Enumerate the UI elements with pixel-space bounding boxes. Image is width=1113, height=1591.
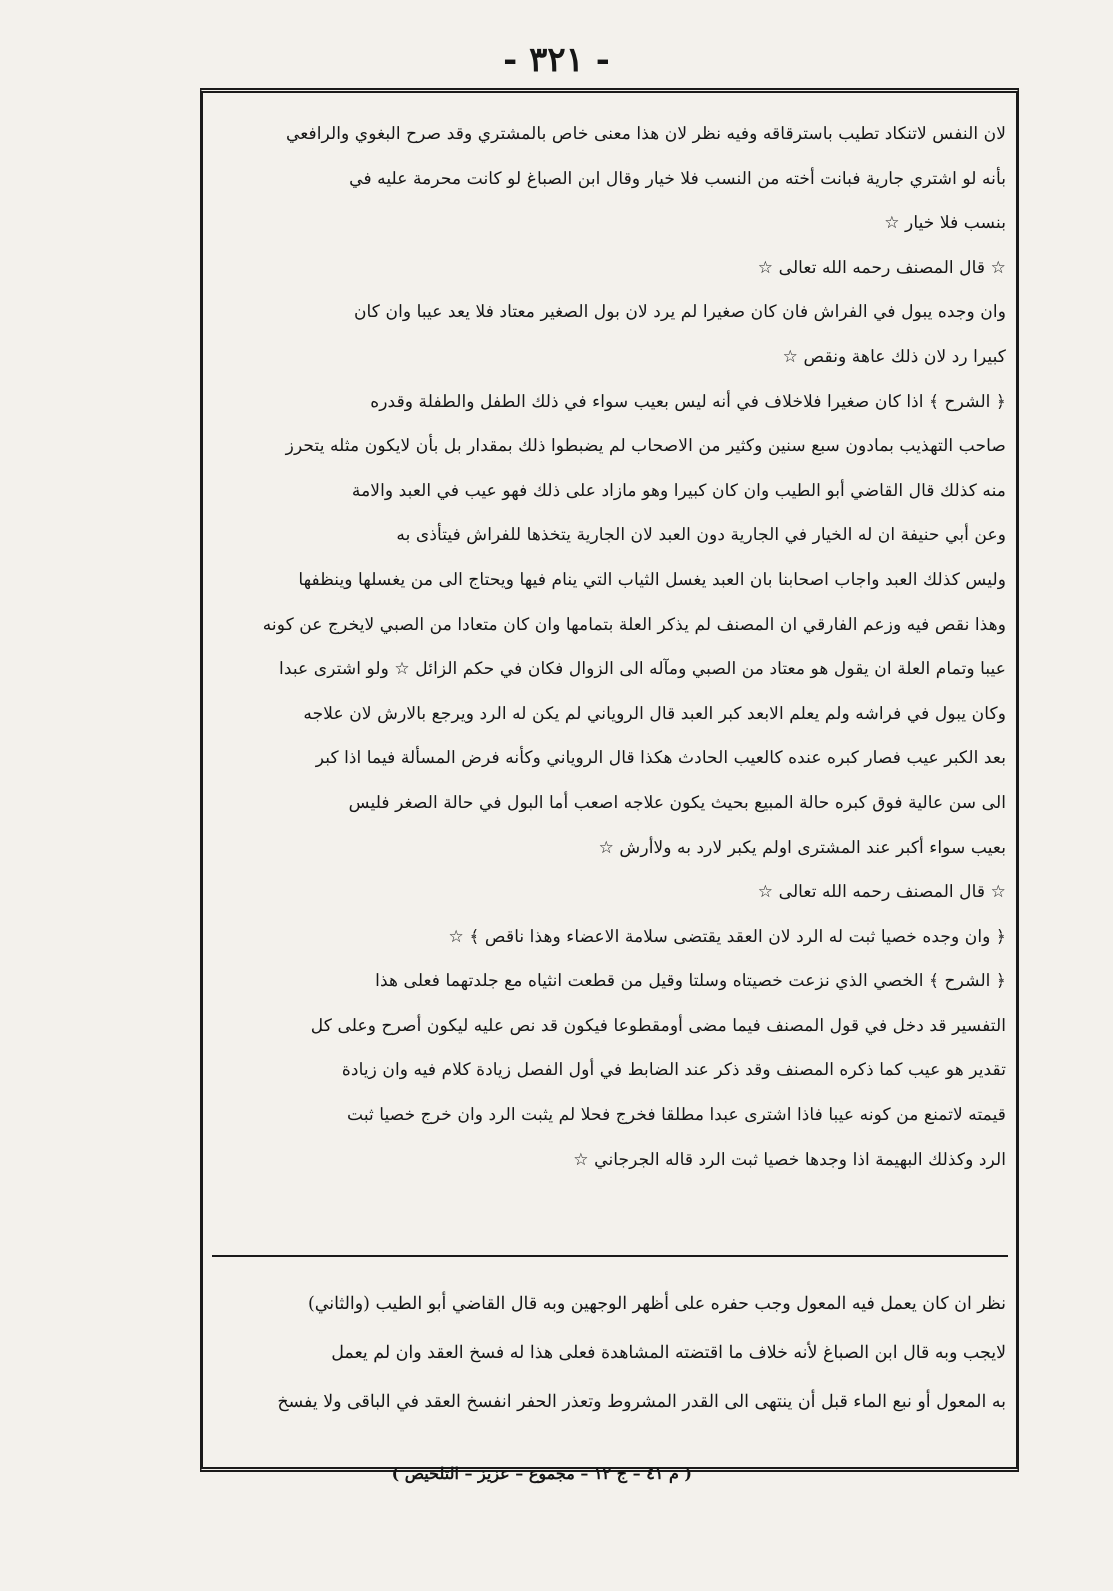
text-line: كبيرا رد لان ذلك عاهة ونقص ☆ xyxy=(782,346,1006,367)
text-line: وليس كذلك العبد واجاب اصحابنا بان العبد يغسل الثياب التي ينام فيها ويحتاج الى من يغسلها وينظفها xyxy=(298,569,1006,590)
footnote-line: به المعول أو نبع الماء قبل أن ينتهى الى القدر المشروط وتعذر الحفر انفسخ العقد في الباقى ولا يفسخ xyxy=(277,1392,1006,1412)
text-line: بأنه لو اشتري جارية فبانت أخته من النسب فلا خيار وقال ابن الصباغ لو كانت محرمة عليه في xyxy=(349,168,1006,189)
text-line: عيبا وتمام العلة ان يقول هو معتاد من الصبي ومآله الى الزوال فكان في حكم الزائل ☆ ولو اشترى عبدا xyxy=(279,659,1006,680)
text-line: التفسير قد دخل في قول المصنف فيما مضى أومقطوعا فيكون قد نص عليه ليكون أصرح وعلى كل xyxy=(310,1015,1006,1036)
footnote-text xyxy=(214,1280,1006,1427)
footnote-divider xyxy=(212,1255,1008,1257)
text-line: وكان يبول في فراشه ولم يعلم الابعد كبر العبد قال الروياني لم يكن له الرد ويرجع بالارش لان علاجه xyxy=(303,703,1006,724)
text-line: بعد الكبر عيب فصار كبره عنده كالعيب الحادث هكذا قال الروياني وكأنه فرض المسألة فيما اذا كبر xyxy=(315,748,1006,769)
text-line: لان النفس لاتنكاد تطيب باسترقاقه وفيه نظر لان هذا معنى خاص بالمشتري وقد صرح البغوي والرافعي xyxy=(285,124,1006,144)
text-line: الرد وكذلك البهيمة اذا وجدها خصيا ثبت الرد قاله الجرجاني ☆ xyxy=(573,1149,1006,1170)
page-number: - ٣٢١ - xyxy=(503,40,610,80)
text-line: وهذا نقص فيه وزعم الفارقي ان المصنف لم يذكر العلة بتمامها وان كان متعادا من الصبي لايخرج عن كونه xyxy=(262,614,1006,635)
footnote-line: لايجب وبه قال ابن الصباغ لأنه خلاف ما اقتضته المشاهدة فعلى هذا له فسخ العقد وان لم يعمل xyxy=(331,1343,1006,1363)
text-line: ☆ قال المصنف رحمه الله تعالى ☆ xyxy=(757,882,1006,903)
text-line: تقدير هو عيب كما ذكره المصنف وقد ذكر عند الضابط في أول الفصل زيادة كلام فيه وان زيادة xyxy=(341,1060,1006,1081)
text-line: منه كذلك قال القاضي أبو الطيب وان كان كبيرا وهو مازاد على ذلك فهو عيب في العبد والامة xyxy=(351,480,1006,501)
main-text xyxy=(214,112,1006,1182)
text-line: الى سن عالية فوق كبره حالة المبيع بحيث يكون علاجه اصعب أما البول في حالة الصغر فليس xyxy=(348,792,1006,813)
text-line: بعيب سواء أكبر عند المشترى اولم يكبر لارد به ولاأرش ☆ xyxy=(598,837,1006,858)
text-line: ﴿ الشرح ﴾ الخصي الذي نزعت خصيتاه وسلتا وقيل من قطعت انثياه مع جلدتهما فعلى هذا xyxy=(375,971,1006,992)
text-line: وعن أبي حنيفة ان له الخيار في الجارية دون العبد لان الجارية يتخذها للفراش فيتأذى به xyxy=(396,525,1006,546)
text-line: وان وجده يبول في الفراش فان كان صغيرا لم يرد لان بول الصغير معتاد فلا يعد عيبا وان كان xyxy=(353,302,1006,323)
footnote-line: نظر ان كان يعمل فيه المعول وجب حفره على أظهر الوجهين وبه قال القاضي أبو الطيب (والثاني) xyxy=(307,1294,1006,1314)
text-line: ﴿ الشرح ﴾ اذا كان صغيرا فلاخلاف في أنه ليس بعيب سواء في ذلك الطفل والطفلة وقدره xyxy=(370,391,1006,412)
printer-signature: ( م ٤١ – ج ١٢ – مجموع – عزيز – التلخيص ) xyxy=(391,1464,692,1483)
text-line: صاحب التهذيب بمادون سبع سنين وكثير من الاصحاب لم يضبطوا ذلك بمقدار بل بأن لايكون مثله يتحرز xyxy=(285,436,1006,457)
text-line: قيمته لاتمنع من كونه عيبا فاذا اشترى عبدا مطلقا فخرج فحلا لم يثبت الرد وان خرج خصيا ثبت xyxy=(346,1105,1006,1126)
text-line: ☆ قال المصنف رحمه الله تعالى ☆ xyxy=(757,257,1006,278)
text-line: بنسب فلا خيار ☆ xyxy=(884,213,1006,234)
text-line: ﴿ وان وجده خصيا ثبت له الرد لان العقد يقتضى سلامة الاعضاء وهذا ناقص ﴾ ☆ xyxy=(448,926,1006,947)
